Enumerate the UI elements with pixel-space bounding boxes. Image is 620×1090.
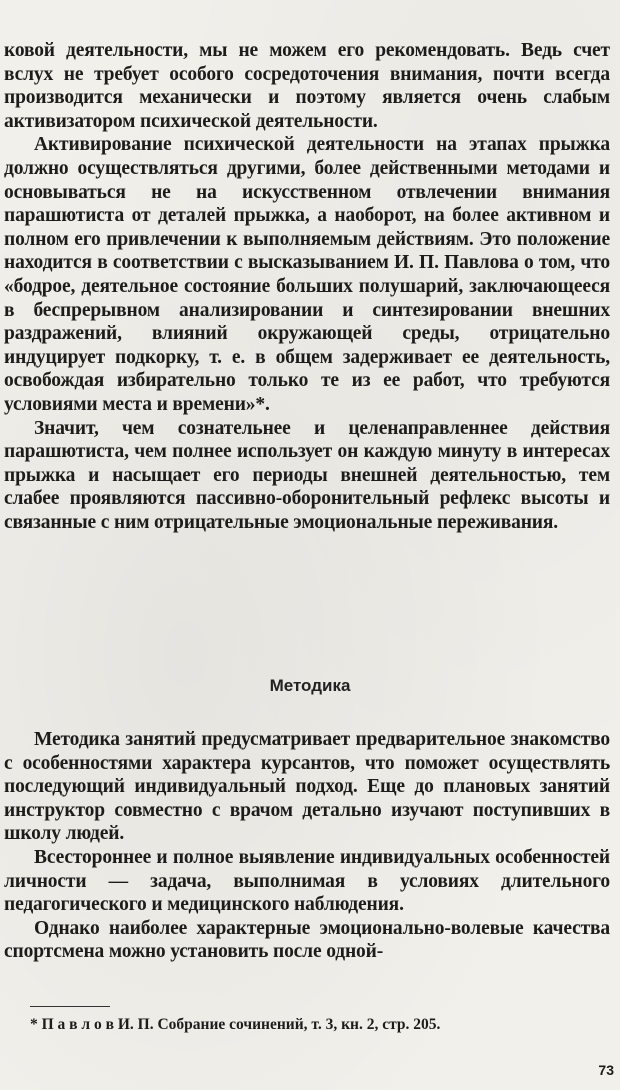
section-heading: Методика — [269, 676, 351, 695]
footnote: * П а в л о в И. П. Собрание сочинений, т. 3, кн. 2, стр. 205. — [30, 1016, 441, 1033]
paragraph-personality: Всестороннее и полное выявление индивидуальных особенностей личности — задача, выполнимая в условиях длительного педагогического и медицинского наблюдения. — [4, 846, 610, 916]
footnote-divider — [30, 1006, 110, 1007]
body-text-lower — [4, 728, 610, 964]
paragraph-qualities: Однако наиболее характерные эмоционально-волевые качества спортсмена можно установить после одной- — [4, 917, 610, 963]
paragraph-activation: Активирование психической деятельности на этапах прыжка должно осуществляться другими, более действенными методами и основываться не на искусственном отвлечении внимания парашютиста от деталей прыжка, а наоборот, на более активном и полном его привлечении к выполняемым действиям. Это положение находится в соответствии с высказыванием И. П. Павлова о том, что «бодрое, деятельное состояние больших полушарий, заключающееся в беспрерывном анализировании и синтезировании внешних раздражений, влияний окружающей среды, отрицательно индуцирует подкорку, т. е. в общем задерживает ее деятельность, освобождая избирательно только те из ее работ, что требуются условиями места и времени»*. — [4, 134, 610, 415]
paragraph-methodology: Методика занятий предусматривает предварительное знакомство с особенностями характера курсантов, что поможет осуществлять последующий индивидуальный подход. Еще до плановых занятий инструктор совместно с врачом детально изучают поступивших в школу людей. — [4, 729, 610, 845]
paragraph-continuation: ковой деятельности, мы не можем его рекомендовать. Ведь счет вслух не требует особого сосредоточения внимания, почти всегда производится механически и поэтому является очень слабым активизатором психической деятельности. — [4, 40, 610, 132]
page-number: 73 — [598, 1062, 614, 1078]
paragraph-conclusion: Значит, чем сознательнее и целенаправленнее действия парашютиста, чем полнее использует он каждую минуту в интересах прыжка и насыщает его периоды внешней деятельностью, тем слабее проявляются пассивно-оборонительный рефлекс высоты и связанные с ним отрицательные эмоциональные переживания. — [4, 417, 610, 533]
body-text-upper — [4, 39, 610, 534]
